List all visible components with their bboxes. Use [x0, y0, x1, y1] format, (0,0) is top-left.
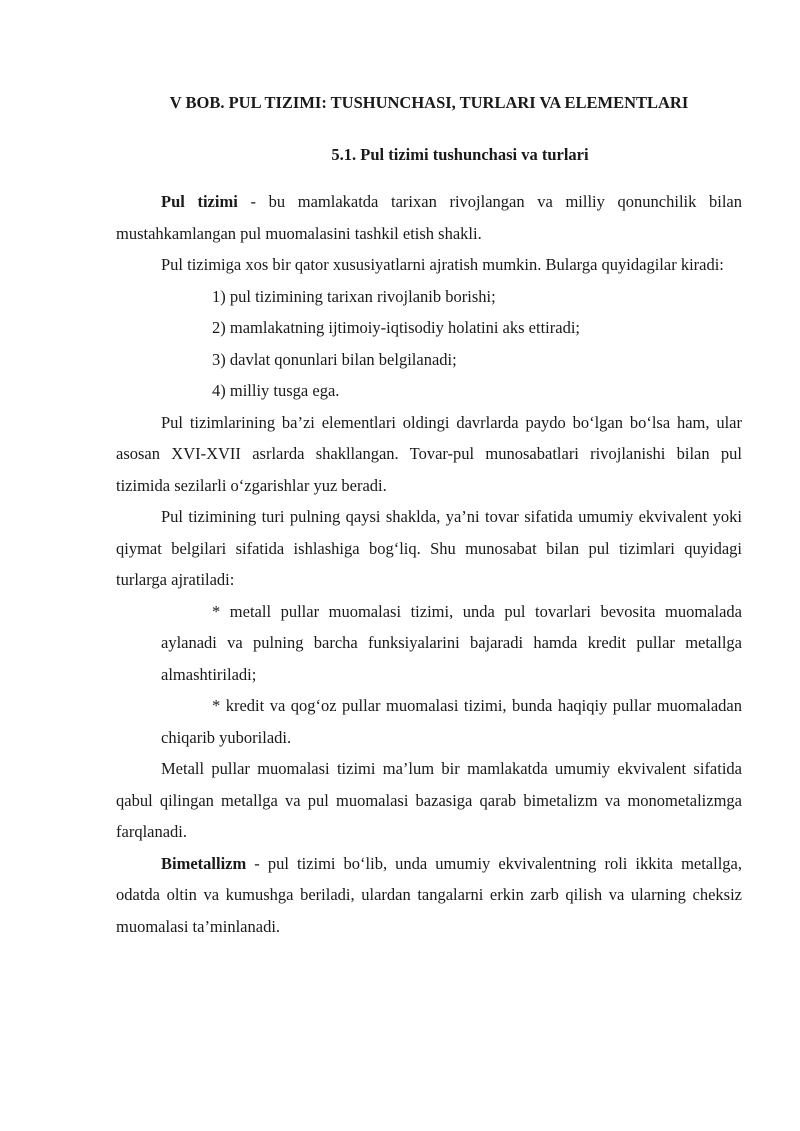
feature-item: 3) davlat qonunlari bilan belgilanadi;: [212, 349, 457, 369]
features-list: [116, 281, 742, 407]
paragraph-features-intro: Pul tizimiga xos bir qator xususiyatlarni ajratish mumkin. Bularga quyidagilar kiradi:: [161, 255, 724, 274]
bimetallism-text: - pul tizimi bo‘lib, unda umumiy ekvivalentning roli ikkita metallga, odatda oltin va kumushga beriladi, ulardan tangalarni erkin zarb qilish va ularning cheksiz muomalasi ta’minlanadi.: [116, 853, 742, 936]
term-pul-tizimi: Pul tizimi: [161, 192, 238, 211]
feature-item: 1) pul tizimining tarixan rivojlanib borishi;: [212, 286, 496, 306]
paragraph-types-intro: Pul tizimining turi pulning qaysi shaklda, ya’ni tovar sifatida umumiy ekvivalent yoki qiymat belgilari sifatida ishlashiga bog‘liq. Shu munosabat bilan pul tizimlari quyidagi turlarga ajratiladi:: [116, 507, 742, 589]
type-item-metal: * metall pullar muomalasi tizimi, unda pul tovarlari bevosita muomalada aylanadi va pulning barcha funksiyalarini bajaradi hamda kredit pullar metallga almashtiriladi;: [161, 601, 742, 684]
type-item-credit-paper: * kredit va qog‘oz pullar muomalasi tizimi, bunda haqiqiy pullar muomaladan chiqarib yuboriladi.: [161, 696, 742, 747]
section-title: 5.1. Pul tizimi tushunchasi va turlari: [331, 145, 589, 164]
paragraph-definition: [116, 186, 742, 249]
feature-item: 2) mamlakatning ijtimoiy-iqtisodiy holatini aks ettiradi;: [212, 318, 580, 337]
paragraph-metal-system: Metall pullar muomalasi tizimi ma’lum bir mamlakatda umumiy ekvivalent sifatida qabul qilingan metallga va pul muomalasi bazasiga qarab bimetalizm va monometalizmga farqlanadi.: [116, 759, 742, 841]
paragraph-bimetallism: [116, 848, 742, 943]
term-bimetallizm: Bimetallizm: [161, 853, 247, 873]
definition-text: - bu mamlakatda tarixan rivojlangan va milliy qonunchilik bilan mustahkamlangan pul muomalasini tashkil etish shakli.: [116, 192, 742, 243]
feature-item: 4) milliy tusga ega.: [212, 381, 340, 400]
document-body: [116, 186, 742, 942]
chapter-title: V BOB. PUL TIZIMI: TUSHUNCHASI, TURLARI VA ELEMENTLARI: [169, 93, 689, 112]
paragraph-history: Pul tizimlarining ba’zi elementlari oldingi davrlarda paydo bo‘lgan bo‘lsa ham, ular asosan XVI-XVII asrlarda shakllangan. Tovar-pul munosabatlari rivojlanishi bilan pul tizimida sezilarli o‘zgarishlar yuz beradi.: [116, 412, 742, 495]
